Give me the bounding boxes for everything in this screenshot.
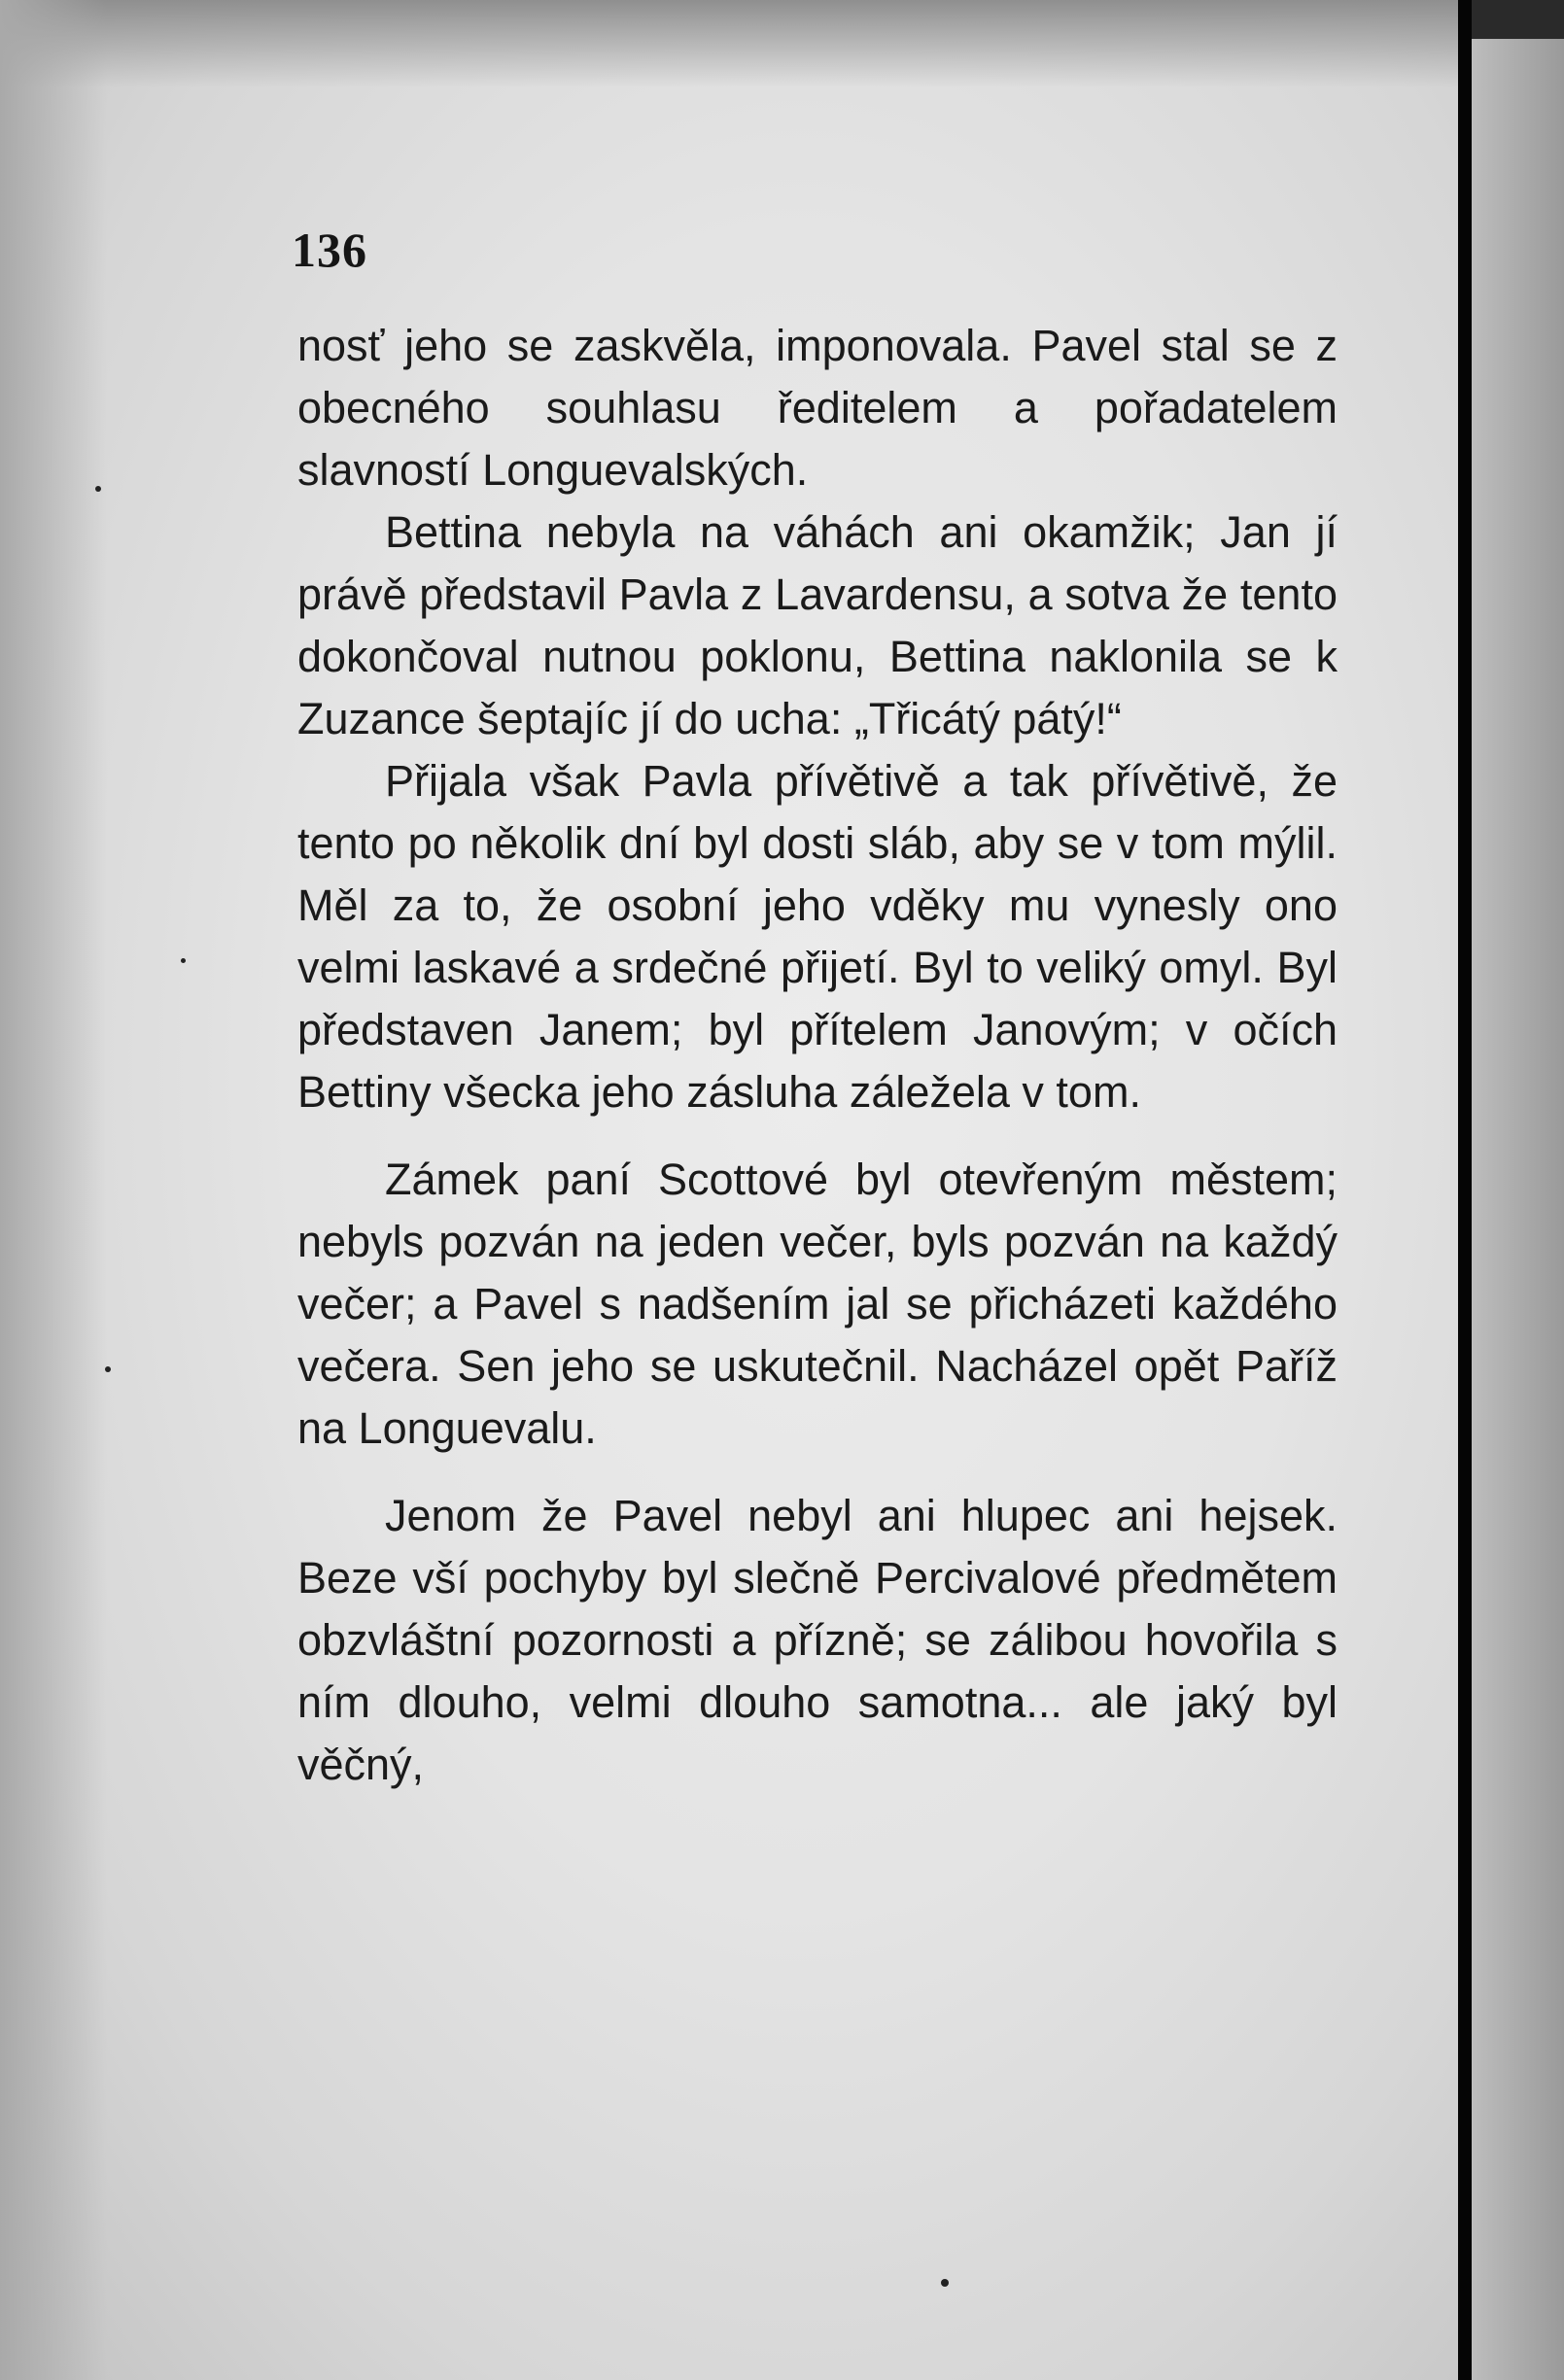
paragraph-1: nosť jeho se zaskvěla, imponovala. Pavel stal se z obecného souhlasu ředitelem a pořadatelem slavností Longuevalských. (297, 321, 1338, 495)
print-speck (181, 958, 186, 963)
page-top-shadow (0, 0, 1458, 87)
body-text (297, 315, 1338, 1796)
print-speck (941, 2279, 949, 2287)
page-number: 136 (292, 223, 367, 277)
print-speck (105, 1366, 111, 1372)
paragraph-5: Jenom že Pavel nebyl ani hlupec ani hejsek. Beze vší pochyby byl slečně Percivalové předmětem obzvláštní pozornosti a přízně; se zálibou hovořila s ním dlouho, velmi dlouho samotna... ale jaký byl věčný, (297, 1491, 1338, 1789)
print-speck (95, 486, 101, 492)
paragraph-4: Zámek paní Scottové byl otevřeným městem; nebyls pozván na jeden večer, byls pozván na každý večer; a Pavel s nadšením jal se přicházeti každého večera. Sen jeho se uskutečnil. Nacházel opět Paříž na Longuevalu. (297, 1155, 1338, 1453)
page-gutter (1458, 0, 1472, 2380)
paragraph-3: Přijala však Pavla přívětivě a tak přívětivě, že tento po několik dní byl dosti sláb, aby se v tom mýlil. Měl za to, že osobní jeho vděky mu vynesly ono velmi laskavé a srdečné přijetí. Byl to veliký omyl. Byl představen Janem; byl přítelem Janovým; v očích Bettiny všecka jeho zásluha záležela v tom. (297, 756, 1338, 1117)
adjacent-page-shadow (1472, 0, 1564, 39)
adjacent-page-edge (1472, 0, 1564, 2380)
paragraph-2: Bettina nebyla na váhách ani okamžik; Jan jí právě představil Pavla z Lavardensu, a sotva že tento dokončoval nutnou poklonu, Bettina naklonila se k Zuzance šeptajíc jí do ucha: „Třicátý pátý!“ (297, 507, 1338, 743)
page-left-shadow (0, 0, 107, 2380)
